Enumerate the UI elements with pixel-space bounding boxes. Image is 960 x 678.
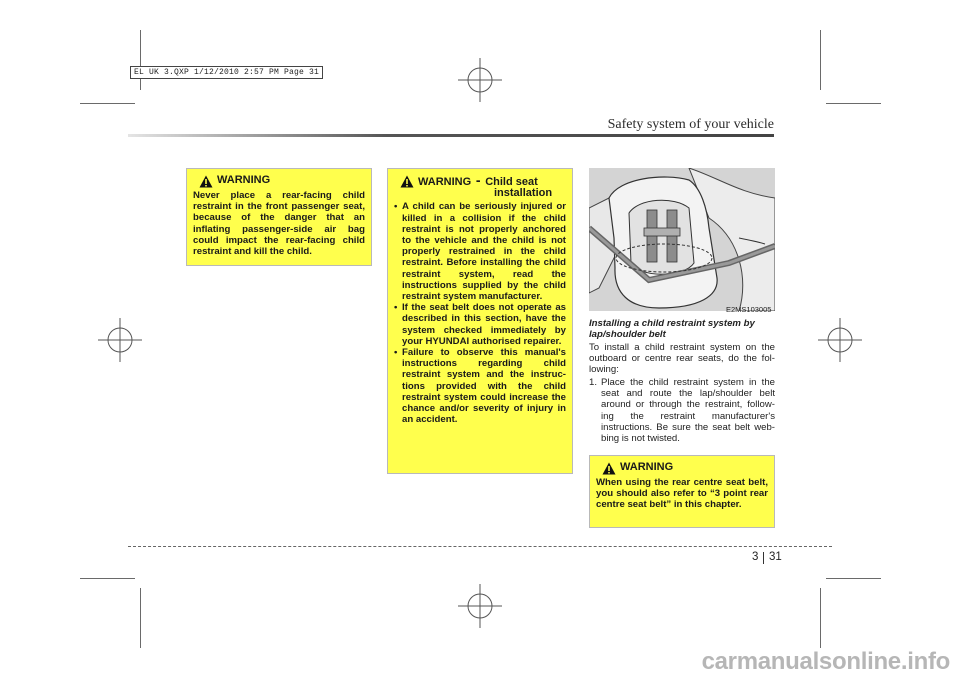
warning-header <box>394 172 566 200</box>
page-number-divider <box>763 552 764 564</box>
instruction-step <box>589 377 775 444</box>
warning-title: WARNING <box>418 176 472 188</box>
section-caption: Installing a child restraint system by lap/shoulder belt <box>589 318 755 341</box>
watermark: carmanualsonline.info <box>701 648 950 675</box>
warning-header <box>596 462 768 475</box>
warning-triangle-icon <box>199 175 213 188</box>
registration-target-icon <box>458 58 502 102</box>
bullet-dot-icon: • <box>394 302 398 314</box>
warning-bullet <box>394 347 566 425</box>
registration-target-icon <box>818 318 862 362</box>
warning-triangle-icon <box>400 175 414 188</box>
bullet-text: Failure to observe this manual's instructions regarding child restraint system and the instruc-tions provided with the child restraint system could increase the chance and/or severity of injury in an accident. <box>402 347 566 426</box>
child-seat-drawing <box>589 168 775 311</box>
footer-rule <box>128 546 832 547</box>
child-seat-illustration <box>589 168 775 311</box>
warning-box-front-seat <box>186 168 372 266</box>
print-slug: EL UK 3.QXP 1/12/2010 2:57 PM Page 31 <box>130 66 323 79</box>
warning-box-child-seat <box>387 168 573 474</box>
bullet-text: If the seat belt does not operate as described in this section, have the system checked immediately by your HYUNDAI authorised repairer. <box>402 302 566 347</box>
page-number: 31 <box>769 551 782 563</box>
chapter-number: 3 <box>752 551 759 563</box>
warning-text: When using the rear centre seat belt, you should also refer to “3 point rear centre seat belt” in this chapter. <box>596 477 768 511</box>
step-text: Place the child restraint system in the seat and route the lap/shoulder belt around or through the restraint, follow-ing the restraint manufacturer's instructions. Be sure the seat belt web-bing is not twisted. <box>601 377 775 445</box>
warning-box-rear-centre <box>589 455 775 528</box>
warning-header <box>193 175 365 188</box>
intro-paragraph: To install a child restraint system on the outboard or centre rear seats, do the fol-lowing: <box>589 342 775 376</box>
warning-heading-group <box>418 172 553 200</box>
bullet-dot-icon: • <box>394 201 398 213</box>
warning-bullet <box>394 201 566 302</box>
section-title: Safety system of your vehicle <box>607 117 774 132</box>
warning-subtitle-line1: Child seat <box>485 176 538 188</box>
warning-bullet <box>394 302 566 347</box>
illustration-code: E2MS103005 <box>726 305 772 314</box>
bullet-text: A child can be seriously injured or killed in a collision if the child restraint is not properly anchored to the vehicle and the child is not properly restrained in the child restraint. Before installing the child restraint system, read the instructions supplied by the child restraint system manufacturer. <box>402 201 566 303</box>
registration-target-icon <box>458 584 502 628</box>
bullet-dot-icon: • <box>394 347 398 359</box>
warning-title: WARNING <box>217 174 271 186</box>
warning-title: WARNING <box>620 461 674 473</box>
warning-triangle-icon <box>602 462 616 475</box>
warning-text: Never place a rear-facing child restraint in the front passenger seat, because of the danger that an inflating passenger-side air bag could impact the rear-facing child restraint and kill the child. <box>193 190 365 258</box>
warning-dash: - <box>475 172 481 188</box>
header-rule <box>128 134 774 137</box>
warning-subtitle-line2: installation <box>494 187 553 200</box>
registration-target-icon <box>98 318 142 362</box>
step-number: 1. <box>589 377 598 388</box>
